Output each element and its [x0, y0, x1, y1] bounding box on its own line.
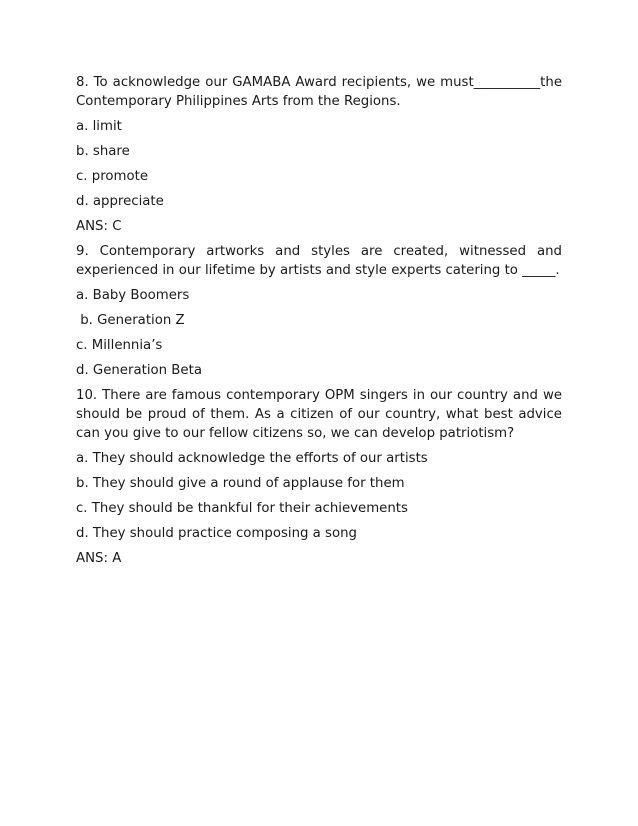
question-9-option-b: b. Generation Z	[76, 313, 185, 328]
question-9-stem: 9. Contemporary artworks and styles are created, witnessed and experienced in our lifetime by artists and style experts catering to _____.	[76, 244, 562, 278]
question-9-option-c: c. Millennia’s	[76, 338, 163, 353]
question-10-option-d: d. They should practice composing a song	[76, 526, 357, 541]
question-8-answer: ANS: C	[76, 219, 122, 234]
question-9-option-a: a. Baby Boomers	[76, 288, 190, 303]
question-8-option-b: b. share	[76, 144, 130, 159]
question-8-option-a: a. limit	[76, 119, 122, 134]
question-10-option-a: a. They should acknowledge the efforts of our artists	[76, 451, 428, 466]
question-8-stem: 8. To acknowledge our GAMABA Award recipients, we must__________the Contemporary Philippines Arts from the Regions.	[76, 75, 562, 109]
question-10-answer: ANS: A	[76, 551, 122, 566]
question-8-option-c: c. promote	[76, 169, 148, 184]
question-10-option-b: b. They should give a round of applause for them	[76, 476, 405, 491]
document-page	[76, 73, 562, 568]
question-10-option-c: c. They should be thankful for their achievements	[76, 501, 408, 516]
question-8-option-d: d. appreciate	[76, 194, 164, 209]
question-10-stem: 10. There are famous contemporary OPM singers in our country and we should be proud of them. As a citizen of our country, what best advice can you give to our fellow citizens so, we can develop patriotism?	[76, 388, 562, 441]
question-9-option-d: d. Generation Beta	[76, 363, 202, 378]
